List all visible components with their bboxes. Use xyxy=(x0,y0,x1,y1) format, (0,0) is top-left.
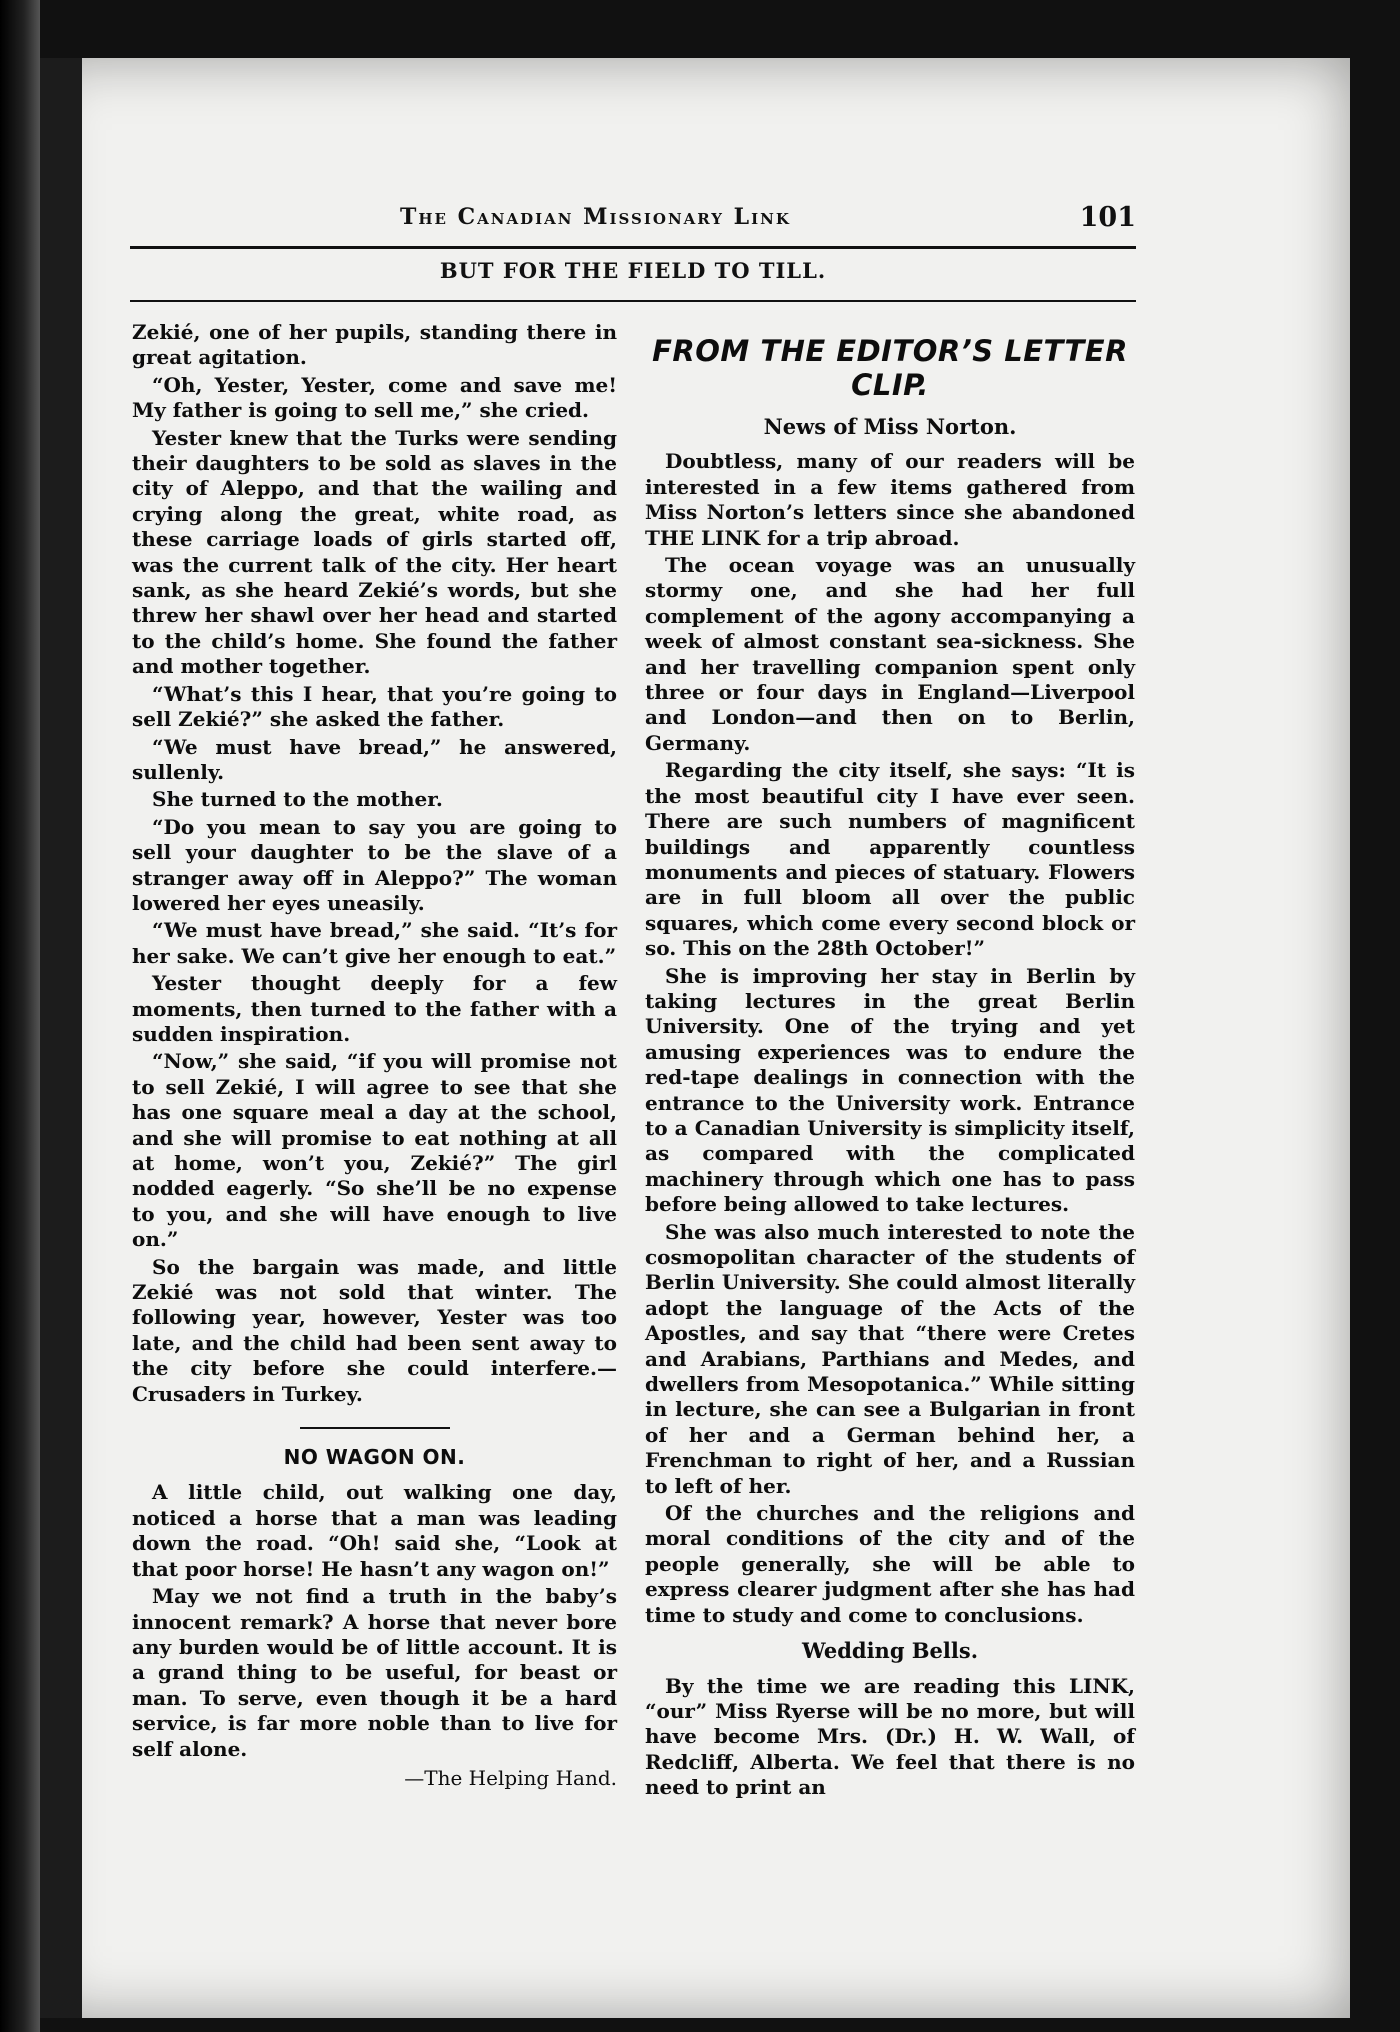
paragraph: A little child, out walking one day, noticed a horse that a man was leading down the road. “Oh! said she, “Look at that poor horse! He hasn’t any wagon on!” xyxy=(132,1480,617,1581)
scan-border xyxy=(0,0,40,2032)
paragraph: So the bargain was made, and little Zekié was not sold that winter. The following year, however, Yester was too late, and the child had been sent away to the city before she could interfere.—Crusaders in Turkey. xyxy=(132,1254,617,1406)
paragraph: “We must have bread,” he answered, sullenly. xyxy=(132,734,617,784)
header-rule xyxy=(130,246,1136,249)
page-header xyxy=(130,204,1136,244)
subhead-wedding-bells: Wedding Bells. xyxy=(801,1638,979,1664)
no-wagon-story xyxy=(132,1480,617,1761)
paragraph: “What’s this I hear, that you’re going to sell Zekié?” she asked the father. xyxy=(132,681,617,732)
paragraph: Of the churches and the religions and moral conditions of the city and of the people generally, she will be able to express clearer judgment after she has had time to study and come to conclusions. xyxy=(645,1501,1135,1627)
paragraph: Doubtless, many of our readers will be interested in a few items gathered from Miss Norton’s letters since she abandoned THE LINK for a trip abroad. xyxy=(645,449,1135,550)
section-title-no-wagon: NO WAGON ON. xyxy=(283,1445,466,1470)
paragraph: The ocean voyage was an unusually stormy one, and she had her full complement of the agony accompanying a week of almost constant sea-sickness. She and her travelling companion spent only three or four days in England—Liverpool and London—and then on to Berlin, Germany. xyxy=(645,553,1135,755)
norton-story xyxy=(645,449,1135,1628)
paragraph: Zekié, one of her pupils, standing there in great agitation. xyxy=(132,320,617,370)
wedding-story xyxy=(645,1674,1135,1801)
column-title: FROM THE EDITOR’S LETTER CLIP. xyxy=(652,334,1128,402)
paragraph: “Do you mean to say you are going to sell your daughter to be the slave of a stranger away off in Aleppo?” The woman lowered her eyes uneasily. xyxy=(132,814,617,915)
left-column xyxy=(132,320,617,1791)
paragraph: “Now,” she said, “if you will promise not to sell Zekié, I will agree to see that she has one square meal a day at the school, and she will promise to eat nothing at all at home, won’t you, Zekié?” The girl nodded eagerly. “So she’ll be no expense to you, and she will have enough to live on.” xyxy=(132,1049,617,1252)
paragraph: Yester thought deeply for a few moments, then turned to the father with a sudden inspiration. xyxy=(132,971,617,1046)
page-binding-edge xyxy=(40,58,82,2018)
subhead-news-of-miss-norton: News of Miss Norton. xyxy=(763,414,1017,439)
paragraph: By the time we are reading this LINK, “our” Miss Ryerse will be no more, but will have become Mrs. (Dr.) H. W. Wall, of Redcliff, Alberta. We feel that there is no need to print an xyxy=(645,1673,1135,1800)
paragraph: She was also much interested to note the cosmopolitan character of the students of Berlin University. She could almost literally adopt the language of the Acts of the Apostles, and say that “there were Cretes and Arabians, Parthians and Medes, and dwellers from Mesopotanica.” While sitting in lecture, she can see a Bulgarian in front of her and a German behind her, a Frenchman to right of her, and a Russian to left of her. xyxy=(645,1219,1135,1498)
right-column xyxy=(645,320,1135,1801)
paragraph: Regarding the city itself, she says: “It is the most beautiful city I have ever seen. There are such numbers of magnificent buildings and apparently countless monuments and pieces of statuary. Flowers are in full bloom all over the public squares, which come every second block or so. This on the 28th October!” xyxy=(645,758,1135,961)
paragraph: She turned to the mother. xyxy=(152,787,443,812)
paragraph: Yester knew that the Turks were sending their daughters to be sold as slaves in the city of Aleppo, and that the wailing and crying along the great, white road, as these carriage loads of girls started off, was the current talk of the city. Her heart sank, as she heard Zekié’s words, but she threw her shawl over her head and started to the child’s home. She found the father and mother together. xyxy=(132,425,617,679)
page-number: 101 xyxy=(1079,202,1136,233)
running-head: BUT FOR THE FIELD TO TILL. xyxy=(439,258,827,283)
journal-title: The Canadian Missionary Link xyxy=(400,204,791,230)
running-head-rule xyxy=(130,300,1136,302)
source-credit: —The Helping Hand. xyxy=(404,1765,617,1790)
paragraph: May we not find a truth in the baby’s innocent remark? A horse that never bore any burden would be of little account. It is a grand thing to be useful, for beast or man. To serve, even though it be a hard service, is far more noble than to live for self alone. xyxy=(132,1584,617,1761)
section-divider xyxy=(300,1427,450,1429)
paragraph: She is improving her stay in Berlin by taking lectures in the great Berlin University. One of the trying and yet amusing experiences was to endure the red-tape dealings in connection with the entrance to the University work. Entrance to a Canadian University is simplicity itself, as compared with the complicated machinery through which one has to pass before being allowed to take lectures. xyxy=(645,963,1135,1217)
paragraph: “Oh, Yester, Yester, come and save me! My father is going to sell me,” she cried. xyxy=(132,372,617,423)
left-story xyxy=(132,320,617,1407)
paragraph: “We must have bread,” she said. “It’s for her sake. We can’t give her enough to eat.” xyxy=(132,918,617,968)
